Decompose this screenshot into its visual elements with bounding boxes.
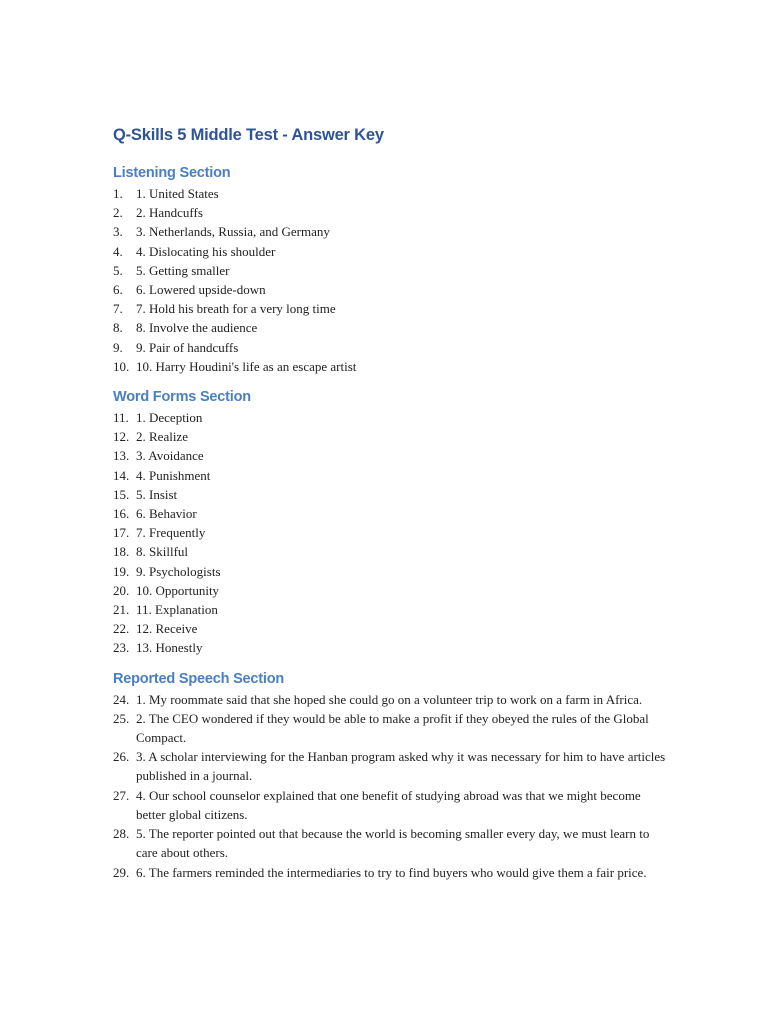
item-number: 8. (113, 320, 123, 336)
list-item (113, 446, 673, 465)
item-answer: 6. Behavior (136, 506, 197, 522)
section-heading: Word Forms Section (113, 389, 251, 406)
list-item (113, 824, 673, 862)
item-answer: 5. The reporter pointed out that because the world is becoming smaller every day, we must learn to care about others. (136, 826, 650, 861)
item-answer: 5. Getting smaller (136, 262, 230, 278)
item-answer: 2. The CEO wondered if they would be able to make a profit if they obeyed the rules of the Global Compact. (136, 710, 649, 746)
list-item (113, 562, 673, 581)
item-number: 16. (113, 506, 130, 522)
section-heading: Listening Section (113, 165, 231, 181)
item-number: 17. (113, 525, 130, 541)
answer-list (113, 184, 673, 376)
list-item (113, 690, 673, 709)
item-number: 25. (113, 710, 130, 726)
item-answer: 3. Netherlands, Russia, and Germany (136, 224, 330, 240)
list-item (113, 786, 673, 824)
item-answer: 2. Handcuffs (136, 205, 203, 221)
document-title: Q-Skills 5 Middle Test - Answer Key (113, 126, 384, 144)
list-item (113, 222, 673, 241)
section-word-forms-section (113, 388, 673, 658)
section-listening-section (113, 164, 673, 376)
item-answer: 1. My roommate said that she hoped she could go on a volunteer trip to work on a farm in Africa. (136, 691, 643, 707)
answer-list (113, 408, 673, 658)
item-answer: 8. Involve the audience (136, 320, 258, 336)
list-item (113, 203, 673, 222)
item-number: 9. (113, 339, 123, 355)
item-number: 11. (113, 410, 129, 426)
item-number: 3. (113, 224, 123, 240)
list-item (113, 318, 673, 337)
list-item (113, 338, 673, 357)
list-item (113, 600, 673, 619)
item-number: 18. (113, 544, 130, 560)
item-number: 20. (113, 582, 130, 598)
item-number: 6. (113, 282, 123, 298)
list-item (113, 638, 673, 657)
item-number: 7. (113, 301, 123, 317)
list-item (113, 581, 673, 600)
item-answer: 4. Dislocating his shoulder (136, 243, 276, 259)
item-number: 5. (113, 262, 123, 278)
item-number: 10. (113, 358, 130, 374)
item-answer: 7. Frequently (136, 525, 206, 541)
list-item (113, 261, 673, 280)
item-answer: 7. Hold his breath for a very long time (136, 301, 336, 317)
list-item (113, 184, 673, 203)
section-heading: Reported Speech Section (113, 670, 285, 687)
item-number: 4. (113, 243, 123, 259)
document-page (113, 124, 673, 894)
item-answer: 11. Explanation (136, 602, 218, 618)
section-reported-speech-section (113, 670, 673, 882)
item-answer: 3. Avoidance (136, 448, 204, 464)
item-number: 27. (113, 787, 130, 803)
item-answer: 1. United States (136, 186, 219, 201)
item-answer: 12. Receive (136, 621, 198, 637)
list-item (113, 242, 673, 261)
list-item (113, 408, 673, 427)
list-item (113, 357, 673, 376)
list-item (113, 485, 673, 504)
item-answer: 4. Punishment (136, 467, 211, 483)
item-answer: 10. Opportunity (136, 582, 220, 598)
item-number: 12. (113, 429, 130, 445)
list-item (113, 466, 673, 485)
item-answer: 6. The farmers reminded the intermediaries to try to find buyers who would give them a fair price. (136, 864, 647, 880)
list-item (113, 504, 673, 523)
item-answer: 6. Lowered upside-down (136, 282, 266, 298)
list-item (113, 863, 673, 882)
item-number: 15. (113, 486, 130, 502)
item-answer: 5. Insist (136, 486, 178, 502)
item-number: 1. (113, 186, 123, 201)
item-number: 26. (113, 749, 130, 765)
item-answer: 4. Our school counselor explained that one benefit of studying abroad was that we might become better global citizens. (136, 787, 641, 822)
item-answer: 9. Psychologists (136, 563, 221, 579)
list-item (113, 709, 673, 747)
item-answer: 1. Deception (136, 410, 203, 426)
item-number: 13. (113, 448, 130, 464)
item-answer: 8. Skillful (136, 544, 189, 560)
answer-list (113, 690, 673, 882)
item-number: 29. (113, 864, 130, 880)
list-item (113, 280, 673, 299)
item-number: 28. (113, 826, 130, 842)
item-number: 2. (113, 205, 123, 221)
sections-container (113, 164, 673, 882)
item-number: 14. (113, 467, 130, 483)
item-number: 23. (113, 640, 130, 656)
item-answer: 2. Realize (136, 429, 188, 445)
item-answer: 9. Pair of handcuffs (136, 339, 239, 355)
item-number: 19. (113, 563, 130, 579)
list-item (113, 427, 673, 446)
item-answer: 13. Honestly (136, 640, 203, 656)
item-number: 24. (113, 691, 130, 707)
list-item (113, 619, 673, 638)
list-item (113, 542, 673, 561)
list-item (113, 523, 673, 542)
item-number: 22. (113, 621, 130, 637)
item-number: 21. (113, 602, 130, 618)
list-item (113, 747, 673, 785)
item-answer: 10. Harry Houdini's life as an escape artist (136, 358, 357, 374)
list-item (113, 299, 673, 318)
item-answer: 3. A scholar interviewing for the Hanban program asked why it was necessary for him to have articles published in a journal. (136, 749, 666, 784)
